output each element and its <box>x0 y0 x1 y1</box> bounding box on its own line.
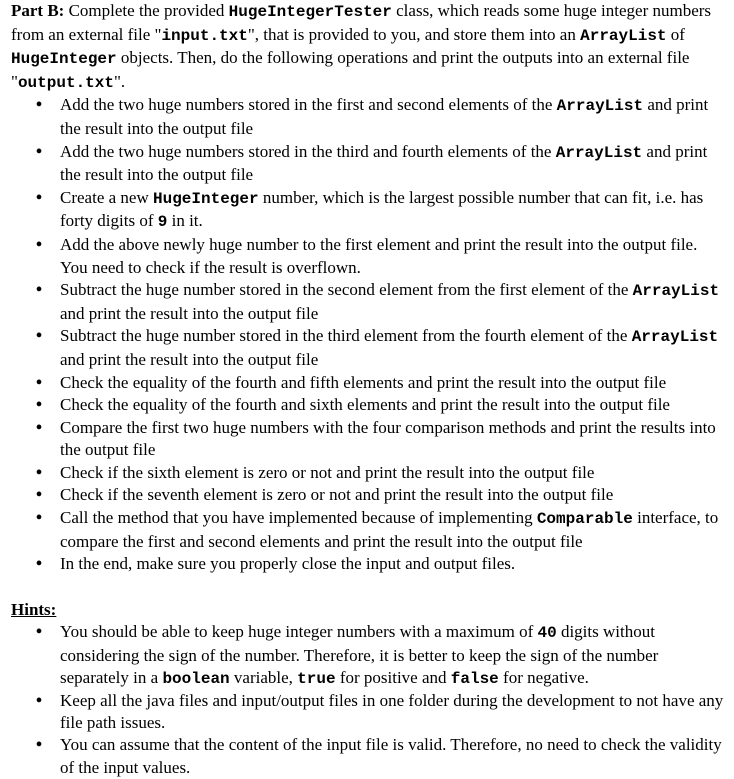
list-item: • Add the two huge numbers stored in the first and second elements of the ArrayList and print the result into the output file <box>11 94 728 140</box>
code-input-txt: input.txt <box>161 26 248 45</box>
intro-text-5: objects. Then, do the following operations and print the outputs into an external file " <box>11 48 690 91</box>
bullet-icon <box>33 734 45 757</box>
code-huge-integer: HugeInteger <box>11 50 117 69</box>
list-item: • Compare the first two huge numbers with the four comparison methods and print the results into the output file <box>11 417 728 462</box>
bullet-icon <box>33 279 45 303</box>
bullet-icon <box>33 141 45 165</box>
section-gap <box>11 576 728 599</box>
list-item: • Create a new HugeInteger number, which is the largest possible number that can fit, i.e. has forty digits of 9 in it. <box>11 187 728 234</box>
bullet-icon <box>33 94 45 118</box>
hints-list <box>11 621 728 778</box>
list-item: • Check the equality of the fourth and fifth elements and print the result into the output file <box>11 372 728 395</box>
bullet-icon <box>33 234 45 258</box>
bullet-icon <box>33 553 45 577</box>
bullet-icon <box>33 417 45 441</box>
bullet-icon <box>33 462 45 486</box>
operations-list <box>11 94 728 575</box>
part-b-label: Part B: <box>11 1 65 20</box>
hints-heading: Hints: <box>11 599 57 619</box>
bullet-icon <box>33 187 45 211</box>
part-b-intro <box>11 0 728 94</box>
bullet-icon <box>33 394 45 418</box>
intro-text-3: ", that is provided to you, and store them into an <box>247 24 581 44</box>
list-item: • In the end, make sure you properly close the input and output files. <box>11 553 728 576</box>
bullet-icon <box>33 325 45 349</box>
list-item: • Subtract the huge number stored in the second element from the first element of the ArrayList and print the result into the output file <box>11 279 728 325</box>
list-item: • You should be able to keep huge integer numbers with a maximum of 40 digits without considering the sign of the number. Therefore, it is better to keep the sign of the number separately in a boolean variable, true for positive and false for negative. <box>11 621 728 690</box>
list-item: • Subtract the huge number stored in the third element from the fourth element of the ArrayList and print the result into the output file <box>11 325 728 371</box>
intro-text-2: class, which reads some huge integer numbers from an external file " <box>11 1 712 44</box>
bullet-icon <box>33 690 45 713</box>
list-item: • Check if the sixth element is zero or not and print the result into the output file <box>11 462 728 485</box>
bullet-icon <box>33 507 45 531</box>
intro-text-1: Complete the provided <box>64 1 229 20</box>
intro-text-4: of <box>666 24 685 44</box>
list-item: • Add the above newly huge number to the first element and print the result into the output file. You need to check if the result is overflown. <box>11 234 728 279</box>
list-item: • Keep all the java files and input/output files in one folder during the development to not have any file path issues. <box>11 690 728 734</box>
list-item: • You can assume that the content of the input file is valid. Therefore, no need to check the validity of the input values. <box>11 734 728 778</box>
list-item: • Add the two huge numbers stored in the third and fourth elements of the ArrayList and print the result into the output file <box>11 141 728 187</box>
intro-text-6: ". <box>113 71 126 91</box>
bullet-icon <box>33 372 45 396</box>
bullet-icon <box>33 484 45 508</box>
code-huge-integer-tester: HugeIntegerTester <box>228 3 392 21</box>
bullet-icon <box>33 621 45 644</box>
list-item: • Check the equality of the fourth and sixth elements and print the result into the output file <box>11 394 728 417</box>
code-output-txt: output.txt <box>17 73 114 92</box>
list-item: • Call the method that you have implemented because of implementing Comparable interface, to compare the first and second elements and print the result into the output file <box>11 507 728 553</box>
code-arraylist: ArrayList <box>580 26 667 45</box>
list-item: • Check if the seventh element is zero or not and print the result into the output file <box>11 484 728 507</box>
